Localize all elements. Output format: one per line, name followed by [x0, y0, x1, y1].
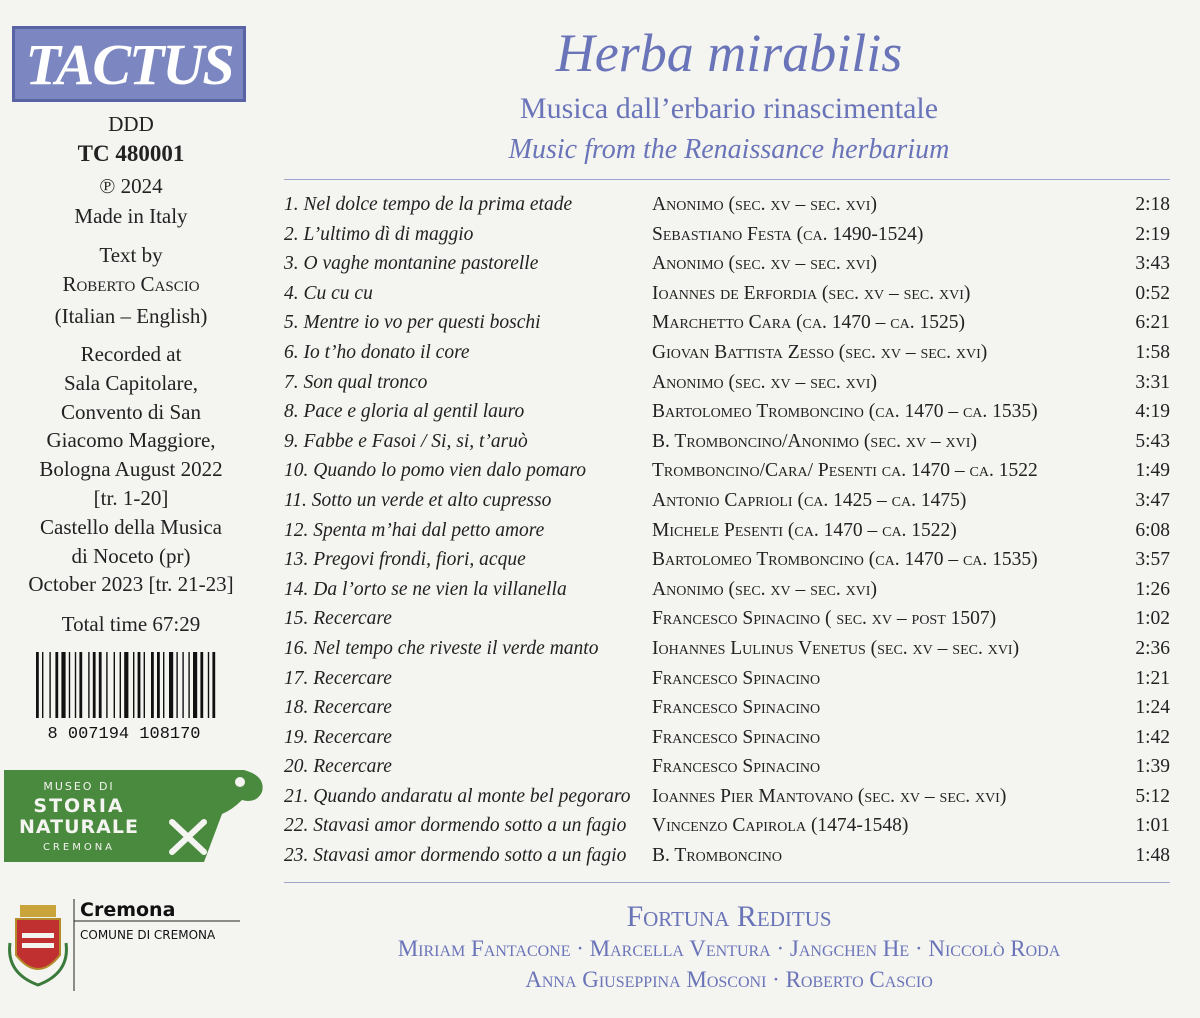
- track-list: [284, 194, 1170, 875]
- svg-text:COMUNE DI CREMONA: COMUNE DI CREMONA: [80, 928, 216, 942]
- recording-line: Castello della Musica: [40, 514, 222, 539]
- recording-line: Sala Capitolare,: [63, 370, 199, 395]
- track-row: [284, 697, 1170, 727]
- track-duration: 4:19: [1135, 401, 1170, 423]
- divider-bottom: [284, 882, 1170, 883]
- label-column: [0, 0, 262, 1018]
- track-duration: 1:58: [1135, 341, 1170, 363]
- barcode-digits: 8 007194 108170: [47, 725, 201, 742]
- track-composer: Vincenzo Capirola (1474-1548): [652, 815, 909, 837]
- track-title: 1. Nel dolce tempo de la prima etade: [284, 194, 573, 215]
- track-title: 13. Pregovi frondi, fiori, acque: [284, 549, 526, 571]
- track-row: [284, 342, 1170, 372]
- track-row: [284, 549, 1170, 579]
- track-row: [284, 815, 1170, 845]
- track-title: 16. Nel tempo che riveste il verde manto: [284, 637, 599, 659]
- track-row: [284, 520, 1170, 550]
- text-by-name: Roberto Cascio: [62, 272, 200, 296]
- track-row: [284, 579, 1170, 609]
- track-row: [284, 490, 1170, 520]
- ensemble-name: Fortuna Reditus: [626, 900, 832, 933]
- recording-line: Convento di San: [61, 399, 201, 424]
- track-duration: 1:01: [1135, 815, 1170, 837]
- track-duration: 1:24: [1135, 697, 1170, 719]
- track-composer: Michele Pesenti (ca. 1470 – ca. 1522): [652, 519, 957, 541]
- track-composer: Giovan Battista Zesso (sec. xv – sec. xvi): [652, 341, 988, 363]
- track-row: [284, 786, 1170, 816]
- track-row: [284, 460, 1170, 490]
- track-title: 21. Quando andaratu al monte bel pegoraro: [284, 785, 631, 807]
- track-title: 20. Recercare: [284, 756, 392, 778]
- track-duration: 6:21: [1135, 312, 1170, 334]
- track-composer: B. Tromboncino/Anonimo (sec. xv – xvi): [652, 430, 977, 452]
- track-title: 23. Stavasi amor dormendo sotto a un fagio: [284, 845, 627, 867]
- track-row: [284, 638, 1170, 668]
- main-panel: [270, 0, 1190, 1018]
- track-title: 11. Sotto un verde et alto cupresso: [284, 489, 552, 511]
- track-row: [284, 372, 1170, 402]
- track-duration: 3:57: [1135, 549, 1170, 571]
- track-title: 22. Stavasi amor dormendo sotto a un fagio: [284, 815, 627, 837]
- svg-text:MUSEO DI: MUSEO DI: [43, 780, 115, 793]
- track-title: 12. Spenta m’hai dal petto amore: [284, 519, 545, 541]
- track-row: [284, 253, 1170, 283]
- recording-line: di Noceto (pr): [71, 543, 191, 568]
- track-title: 7. Son qual tronco: [284, 371, 428, 393]
- track-duration: 5:43: [1135, 430, 1170, 452]
- track-title: 6. Io t’ho donato il core: [284, 341, 470, 363]
- track-row: [284, 756, 1170, 786]
- track-composer: B. Tromboncino: [652, 845, 782, 867]
- svg-text:CREMONA: CREMONA: [42, 842, 116, 853]
- track-composer: Anonimo (sec. xv – sec. xvi): [652, 194, 877, 215]
- svg-text:STORIA: STORIA: [33, 795, 125, 817]
- track-row: [284, 194, 1170, 224]
- track-duration: 0:52: [1135, 282, 1170, 304]
- track-composer: Tromboncino/Cara/ Pesenti ca. 1470 – ca. 1522: [652, 460, 1038, 482]
- track-duration: 1:39: [1135, 756, 1170, 778]
- tactus-logo: TACTUS: [12, 26, 246, 102]
- track-composer: Iohannes Lulinus Venetus (sec. xv – sec. xvi): [652, 637, 1020, 659]
- track-row: [284, 727, 1170, 757]
- track-composer: Anonimo (sec. xv – sec. xvi): [652, 371, 877, 393]
- track-composer: Ioannes Pier Mantovano (sec. xv – sec. xvi): [652, 785, 1007, 807]
- track-title: 9. Fabbe e Fasoi / Si, si, t’aruò: [284, 430, 528, 452]
- catalog-number: TC 480001: [77, 141, 185, 166]
- svg-text:Cremona: Cremona: [80, 899, 176, 921]
- total-time: Total time 67:29: [61, 612, 201, 636]
- track-duration: 1:48: [1135, 845, 1170, 867]
- barcode: [14, 650, 234, 742]
- track-title: 4. Cu cu cu: [284, 282, 373, 304]
- track-composer: Bartolomeo Tromboncino (ca. 1470 – ca. 1535): [652, 401, 1038, 423]
- origin: Made in Italy: [74, 204, 188, 228]
- museo-storia-naturale-logo: [4, 770, 266, 862]
- track-composer: Anonimo (sec. xv – sec. xvi): [652, 578, 877, 600]
- languages: (Italian – English): [54, 304, 208, 328]
- comune-di-cremona-logo: [0, 893, 262, 993]
- recording-line: Bologna August 2022: [39, 457, 223, 482]
- track-duration: 1:26: [1135, 578, 1170, 600]
- track-duration: 2:19: [1135, 223, 1170, 245]
- track-composer: Francesco Spinacino: [652, 667, 821, 689]
- track-duration: 3:43: [1135, 253, 1170, 275]
- track-duration: 1:02: [1135, 608, 1170, 630]
- track-duration: 2:36: [1135, 637, 1170, 659]
- copyright: ℗ 2024: [99, 174, 163, 198]
- performers-line-1: Miriam Fantacone · Marcella Ventura · Jangchen He · Niccolò Roda: [397, 936, 1061, 961]
- track-title: 8. Pace e gloria al gentil lauro: [284, 401, 525, 423]
- track-duration: 3:31: [1135, 371, 1170, 393]
- svg-text:NATURALE: NATURALE: [19, 816, 139, 838]
- album-title: Herba mirabilis: [555, 23, 903, 83]
- track-duration: 6:08: [1135, 519, 1170, 541]
- track-row: [284, 608, 1170, 638]
- track-row: [284, 845, 1170, 875]
- track-title: 3. O vaghe montanine pastorelle: [284, 253, 539, 275]
- recording-line: [tr. 1-20]: [93, 486, 169, 510]
- track-composer: Sebastiano Festa (ca. 1490-1524): [652, 223, 924, 245]
- track-title: 17. Recercare: [284, 667, 392, 689]
- track-duration: 5:12: [1135, 785, 1170, 807]
- track-title: 2. L’ultimo dì di maggio: [284, 223, 474, 245]
- track-duration: 1:49: [1135, 460, 1170, 482]
- track-duration: 3:47: [1135, 489, 1170, 511]
- track-row: [284, 283, 1170, 313]
- barcode-bars: [36, 652, 215, 718]
- track-duration: 2:18: [1135, 194, 1170, 215]
- track-row: [284, 312, 1170, 342]
- track-row: [284, 401, 1170, 431]
- format: DDD: [108, 112, 154, 136]
- track-row: [284, 431, 1170, 461]
- cremona-crest-icon: [10, 905, 67, 985]
- track-composer: Marchetto Cara (ca. 1470 – ca. 1525): [652, 312, 965, 334]
- track-composer: Anonimo (sec. xv – sec. xvi): [652, 253, 877, 275]
- track-duration: 1:42: [1135, 726, 1170, 748]
- track-title: 5. Mentre io vo per questi boschi: [284, 312, 541, 334]
- recording-line: Recorded at: [80, 342, 182, 366]
- track-title: 14. Da l’orto se ne vien la villanella: [284, 578, 567, 600]
- album-subtitle-english: Music from the Renaissance herbarium: [508, 134, 950, 165]
- track-composer: Francesco Spinacino: [652, 726, 821, 748]
- track-composer: Francesco Spinacino: [652, 697, 821, 719]
- track-composer: Francesco Spinacino: [652, 756, 821, 778]
- performers-line-2: Anna Giuseppina Mosconi · Roberto Cascio: [525, 967, 933, 992]
- track-duration: 1:21: [1135, 667, 1170, 689]
- recording-line: October 2023 [tr. 21-23]: [28, 572, 234, 597]
- track-composer: Ioannes de Erfordia (sec. xv – sec. xvi): [652, 282, 971, 304]
- track-composer: Antonio Caprioli (ca. 1425 – ca. 1475): [652, 489, 967, 511]
- divider-top: [284, 179, 1170, 180]
- track-row: [284, 224, 1170, 254]
- track-title: 10. Quando lo pomo vien dalo pomaro: [284, 460, 587, 482]
- track-composer: Bartolomeo Tromboncino (ca. 1470 – ca. 1535): [652, 549, 1038, 571]
- track-title: 18. Recercare: [284, 697, 392, 719]
- recording-line: Giacomo Maggiore,: [46, 428, 216, 453]
- text-by-label: Text by: [99, 243, 163, 267]
- track-title: 15. Recercare: [284, 608, 392, 630]
- album-subtitle-italian: Musica dall’erbario rinascimentale: [519, 92, 939, 125]
- track-composer: Francesco Spinacino ( sec. xv – post 1507): [652, 608, 997, 630]
- track-row: [284, 668, 1170, 698]
- track-title: 19. Recercare: [284, 726, 392, 748]
